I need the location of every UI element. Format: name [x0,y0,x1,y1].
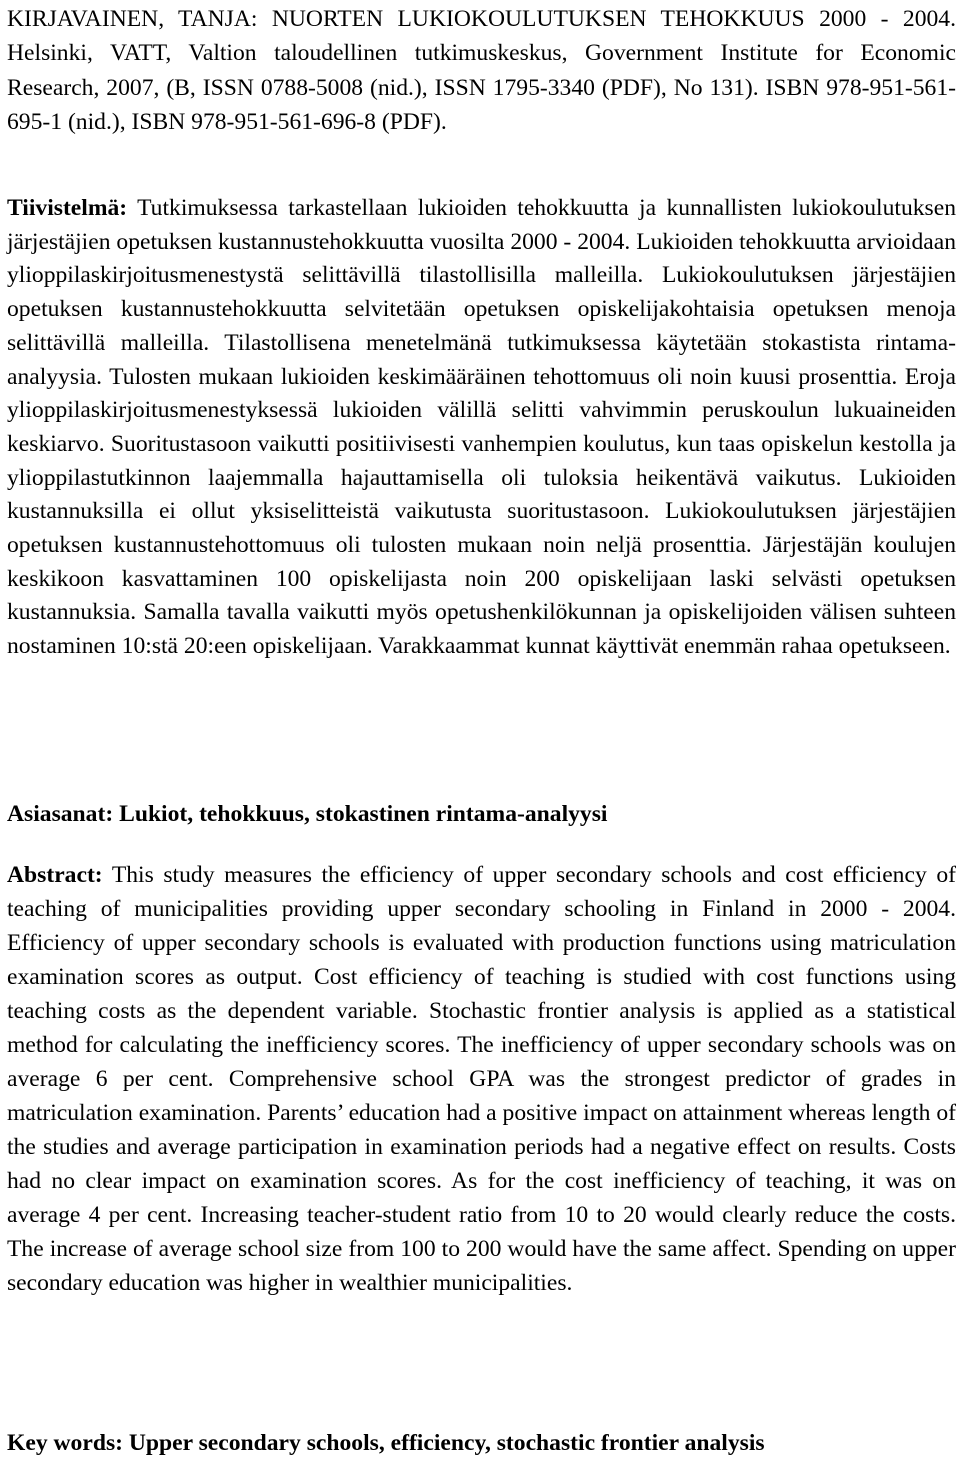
english-abstract-text: This study measures the efficiency of upper secondary schools and cost efficiency of teaching of municipalities providing upper secondary schooling in Finland in 2000 - 2004. Efficiency of upper secondary schools is evaluated with production functions using matriculation examination scores as output. Cost efficiency of teaching is studied with cost functions using teaching costs as the dependent variable. Stochastic frontier analysis is applied as a statistical method for calculating the inefficiency scores. The inefficiency of upper secondary schools was on average 6 per cent. Comprehensive school GPA was the strongest predictor of grades in matriculation examination. Parents’ education had a positive impact on attainment whereas length of the studies and average participation in examination periods had a negative effect on results. Costs had no clear impact on examination scores. As for the cost inefficiency of teaching, it was on average 4 per cent. Increasing teacher-student ratio from 10 to 20 would clearly reduce the costs. The increase of average school size from 100 to 200 would have the same affect. Spending on upper secondary education was higher in wealthier municipalities. [7,862,956,1296]
english-abstract-label: Abstract: [7,862,103,888]
finnish-keywords [7,797,607,831]
finnish-keywords-text: Asiasanat: Lukiot, tehokkuus, stokastinen rintama-analyysi [7,801,608,827]
english-abstract [7,858,956,1300]
english-keywords-text: Key words: Upper secondary schools, efficiency, stochastic frontier analysis [7,1430,765,1456]
english-keywords [7,1426,765,1460]
citation-block [7,2,956,139]
english-abstract-paragraph [7,858,956,1300]
finnish-abstract-text: Tutkimuksessa tarkastellaan lukioiden tehokkuutta ja kunnallisten lukiokoulutuksen järjestäjien opetuksen kustannustehokkuutta vuosilta 2000 - 2004. Lukioiden tehokkuutta arvioidaan ylioppilaskirjoitusmenestystä selittävillä tilastollisilla malleilla. Lukiokoulutuksen järjestäjien opetuksen kustannustehokkuutta selvitetään opetuksen opiskelijakohtaisia opetuksen menoja selittävillä malleilla. Tilastollisena menetelmänä tutkimuksessa käytetään stokastista rintama-analyysia. Tulosten mukaan lukioiden keskimääräinen tehottomuus oli noin kuusi prosenttia. Eroja ylioppilaskirjoitusmenestyksessä lukioiden välillä selitti vahvimmin peruskoulun lukuaineiden keskiarvo. Suoritustasoon vaikutti positiivisesti vanhempien koulutus, kun taas opiskelun kestolla ja ylioppilastutkinnon laajemmalla hajauttamisella oli tuloksia heikentävä vaikutus. Lukioiden kustannuksilla ei ollut yksiselitteistä vaikutusta suoritustasoon. Lukiokoulutuksen järjestäjien opetuksen kustannustehottomuus oli tulosten mukaan noin neljä prosenttia. Järjestäjän koulujen keskikoon kasvattaminen 100 opiskelijasta noin 200 opiskelijaan laski selvästi opetuksen kustannuksia. Samalla tavalla vaikutti myös opetushenkilökunnan ja opiskelijoiden välisen suhteen nostaminen 10:stä 20:een opiskelijaan. Varakkaammat kunnat käyttivät enemmän rahaa opetukseen. [7,195,956,660]
citation-text: KIRJAVAINEN, TANJA: NUORTEN LUKIOKOULUTUKSEN TEHOKKUUS 2000 - 2004. Helsinki, VATT, Valtion taloudellinen tutkimuskeskus, Government Institute for Economic Research, 2007, (B, ISSN 0788-5008 (nid.), ISSN 1795-3340 (PDF), No 131). ISBN 978-951-561-695-1 (nid.), ISBN 978-951-561-696-8 (PDF). [7,6,956,135]
finnish-abstract-label: Tiivistelmä: [7,195,128,221]
finnish-abstract [7,192,956,664]
finnish-abstract-paragraph [7,192,956,664]
